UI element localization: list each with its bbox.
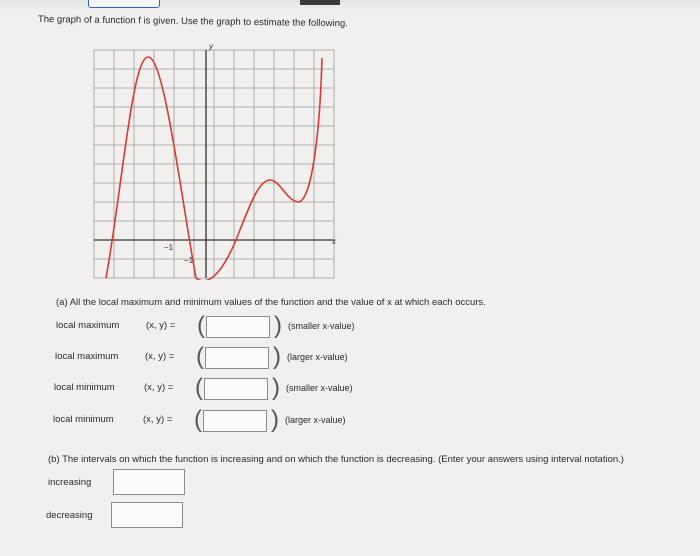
row-label: local minimum: [54, 382, 115, 393]
xy-label: (x, y) =: [143, 414, 173, 425]
graph-grid: [94, 50, 334, 278]
open-paren: (: [195, 374, 203, 401]
increasing-input[interactable]: [113, 469, 185, 495]
y-tick-label: −1: [184, 256, 194, 265]
close-paren: ): [274, 312, 282, 339]
xy-label: (x, y) =: [145, 351, 175, 362]
y-axis-label: y: [209, 42, 213, 51]
top-button[interactable]: [88, 0, 160, 8]
question-text: The graph of a function f is given. Use the graph to estimate the following.: [37, 14, 348, 30]
decreasing-label: decreasing: [46, 510, 93, 521]
row-hint: (larger x-value): [285, 415, 346, 425]
xy-label: (x, y) =: [144, 382, 174, 393]
top-header-fragment: [300, 0, 340, 5]
row-label: local minimum: [53, 414, 114, 425]
answer-input[interactable]: [205, 347, 269, 369]
x-tick-label: −1: [164, 243, 174, 252]
open-paren: (: [194, 406, 202, 433]
x-axis-label: x: [332, 237, 336, 246]
answer-input[interactable]: [204, 378, 268, 400]
row-hint: (smaller x-value): [286, 383, 353, 393]
close-paren: ): [271, 406, 279, 433]
close-paren: ): [272, 374, 280, 401]
row-label: local maximum: [55, 351, 119, 362]
answer-input[interactable]: [206, 316, 270, 338]
close-paren: ): [273, 343, 281, 370]
part-b-prompt: (b) The intervals on which the function is increasing and on which the function is decreasing. (Enter your answers using interval notation.): [48, 454, 624, 465]
increasing-label: increasing: [48, 477, 92, 488]
xy-label: (x, y) =: [146, 320, 176, 331]
row-hint: (larger x-value): [287, 352, 348, 362]
function-graph: [88, 40, 338, 280]
open-paren: (: [196, 343, 204, 370]
row-label: local maximum: [56, 320, 120, 331]
open-paren: (: [197, 312, 205, 339]
part-a-prompt: (a) All the local maximum and minimum values of the function and the value of x at which each occurs.: [56, 297, 486, 308]
answer-input[interactable]: [203, 410, 267, 432]
row-hint: (smaller x-value): [288, 321, 355, 331]
decreasing-input[interactable]: [111, 502, 183, 528]
